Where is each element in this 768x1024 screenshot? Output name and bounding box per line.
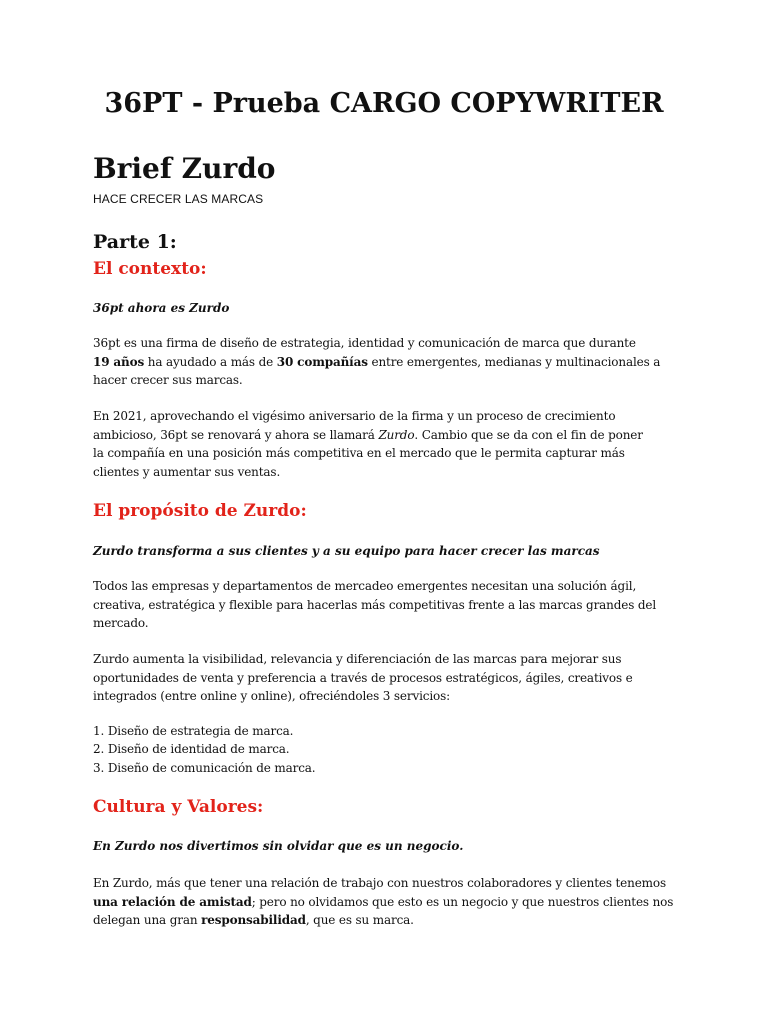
text-run: hacer crecer sus marcas. — [93, 373, 243, 387]
section-heading-contexto: El contexto: — [93, 259, 207, 279]
document-title: 36PT - Prueba CARGO COPYWRITER — [104, 88, 664, 119]
service-list-item: 3. Diseño de comunicación de marca. — [93, 761, 316, 775]
text-run: ; pero no olvidamos que esto es un negocio y que nuestros clientes nos — [251, 894, 674, 909]
part-title: Parte 1: — [93, 231, 177, 253]
emphasis-responsibility: responsabilidad — [201, 913, 306, 927]
text-line — [93, 444, 693, 463]
emphasis-zurdo: Zurdo — [378, 427, 415, 442]
cultura-lead: En Zurdo nos divertimos sin olvidar que es un negocio. — [93, 839, 464, 853]
service-list-item: 2. Diseño de identidad de marca. — [93, 742, 290, 756]
text-run: ha ayudado a más de — [144, 354, 277, 369]
text-run: Todos las empresas y departamentos de mercadeo emergentes necesitan una solución ágil, — [93, 579, 637, 593]
cultura-paragraph-1 — [93, 874, 693, 930]
section-heading-cultura: Cultura y Valores: — [93, 797, 264, 817]
text-line — [93, 650, 693, 669]
text-run: oportunidades de venta y preferencia a través de procesos estratégicos, ágiles, creativos e — [93, 670, 633, 685]
text-run: En 2021, aprovechando el vigésimo aniversario de la firma y un proceso de crecimiento — [93, 409, 616, 423]
text-line — [93, 426, 693, 445]
emphasis-friendship: una relación de amistad — [93, 894, 252, 909]
text-line — [93, 874, 693, 893]
text-line — [93, 334, 693, 353]
text-line — [93, 911, 693, 930]
text-run: ambicioso, 36pt se renovará y ahora se llamará — [93, 427, 379, 442]
text-run: En Zurdo, más que tener una relación de trabajo con nuestros colaboradores y clientes tenemos — [93, 876, 666, 890]
text-line — [93, 687, 693, 706]
brief-title: Brief Zurdo — [93, 152, 276, 185]
text-run: clientes y aumentar sus ventas. — [93, 464, 281, 479]
emphasis-companies: 30 compañías — [276, 354, 368, 369]
text-run: . Cambio que se da con el fin de poner — [414, 427, 643, 442]
contexto-lead: 36pt ahora es Zurdo — [93, 301, 230, 315]
text-run: creativa, estratégica y flexible para hacerlas más competitivas frente a las marcas grandes del — [93, 597, 657, 612]
contexto-paragraph-2 — [93, 407, 693, 481]
text-run: entre emergentes, medianas y multinacionales a — [367, 354, 661, 369]
text-line — [93, 669, 693, 688]
text-run: 36pt es una firma de diseño de estrategia, identidad y comunicación de marca que durante — [93, 336, 636, 350]
text-run: Zurdo aumenta la visibilidad, relevancia y diferenciación de las marcas para mejorar sus — [93, 652, 622, 666]
text-line — [93, 371, 693, 390]
text-run: la compañía en una posición más competitiva en el mercado que le permita capturar más — [93, 446, 625, 460]
proposito-lead: Zurdo transforma a sus clientes y a su equipo para hacer crecer las marcas — [93, 544, 600, 558]
text-line — [93, 614, 693, 633]
contexto-paragraph-1 — [93, 334, 693, 390]
service-list-item: 1. Diseño de estrategia de marca. — [93, 724, 294, 738]
brief-tagline: HACE CRECER LAS MARCAS — [93, 192, 264, 206]
proposito-paragraph-2 — [93, 650, 693, 706]
text-run: integrados (entre online y online), ofreciéndoles 3 servicios: — [93, 689, 451, 703]
text-line — [93, 353, 693, 372]
text-line — [93, 596, 693, 615]
text-run: , que es su marca. — [305, 913, 414, 927]
proposito-paragraph-1 — [93, 577, 693, 633]
text-run: mercado. — [93, 616, 149, 630]
text-line — [93, 407, 693, 426]
text-line — [93, 893, 693, 912]
section-heading-proposito: El propósito de Zurdo: — [93, 501, 307, 521]
text-line — [93, 463, 693, 482]
text-run: delegan una gran — [93, 913, 202, 927]
emphasis-years: 19 años — [93, 354, 145, 369]
text-line — [93, 577, 693, 596]
